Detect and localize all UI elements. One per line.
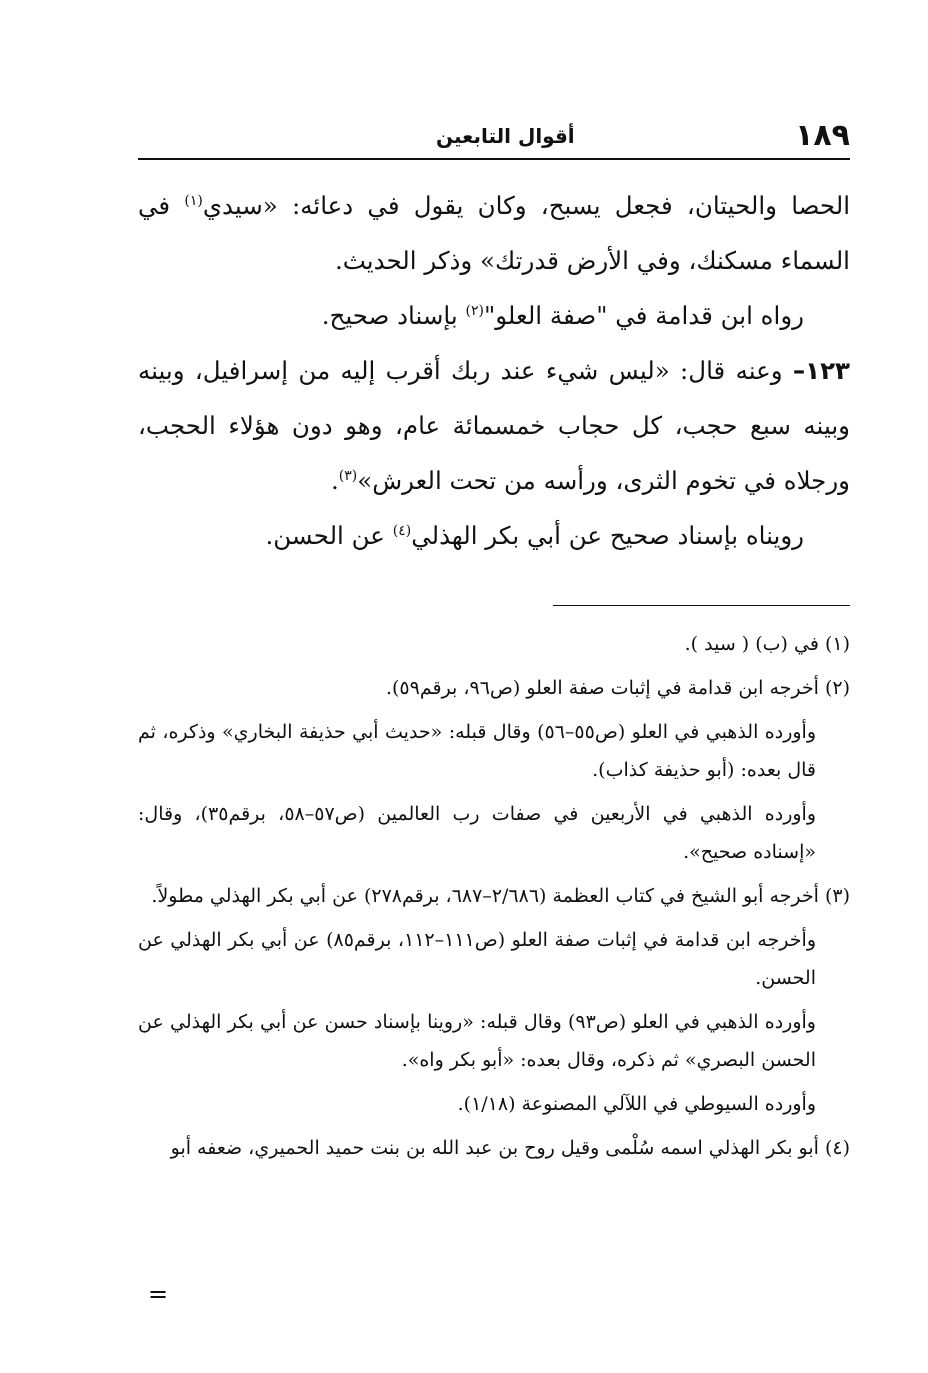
footnote-2-cont-2: وأورده الذهبي في الأربعين في صفات رب العالمين (ص٥٧–٥٨، برقم٣٥)، وقال: «إسناده صحيح».: [138, 803, 817, 863]
footnote-3-cont-1: وأخرجه ابن قدامة في إثبات صفة العلو (ص١١١–١١٢، برقم٨٥) عن أبي بكر الهذلي عن الحسن.: [138, 929, 816, 989]
running-title: أقوال التابعين: [436, 124, 575, 148]
paragraph-4: رويناه بإسناد صحيح عن أبي بكر الهذلي$^{(٤)}$ عن الحسن.: [265, 521, 804, 550]
footnote-3-cont-2: وأورده الذهبي في العلو (ص٩٣) وقال قبله: «روينا بإسناد حسن عن أبي بكر الهذلي عن الحسن البصري» ثم ذكره، وقال بعده: «أبو بكر واه».: [138, 1011, 816, 1071]
footnotes: [138, 625, 850, 1173]
footnote-ref-3[interactable]: (٣): [338, 467, 358, 484]
main-text: [138, 178, 850, 563]
footnote-separator: [553, 605, 850, 606]
footnote-1: (١) في (ب) ( سيد ).: [684, 633, 850, 655]
page-number: ١٨٩: [795, 118, 850, 153]
paragraph-2: رواه ابن قدامة في "صفة العلو"$^{(٢)}$ بإسناد صحيح.: [321, 301, 804, 330]
paragraph-1: الحصا والحيتان، فجعل يسبح، وكان يقول في دعائه: «سيدي$^{(١)}$ في السماء مسكنك، وفي الأرض قدرتك» وذكر الحديث.: [138, 191, 851, 275]
footnote-2: (٢) أخرجه ابن قدامة في إثبات صفة العلو (ص٩٦، برقم٥٩).: [385, 677, 850, 699]
footnote-ref-2[interactable]: (٢): [465, 302, 484, 319]
item-number: ١٢٣–: [792, 356, 850, 385]
paragraph-3: ١٢٣– وعنه قال: «ليس شيء عند ربك أقرب إليه من إسرافيل، وبينه وبينه سبع حجب، كل حجاب خمسمائة عام، وهو دون هؤلاء الحجب، ورجلاه في تخوم الثرى، ورأسه من تحت العرش»$^{(٣)}$.: [138, 356, 850, 495]
continuation-mark: =: [148, 1280, 169, 1308]
footnote-3: (٣) أخرجه أبو الشيخ في كتاب العظمة (٢/٦٨٦–٦٨٧، برقم٢٧٨) عن أبي بكر الهذلي مطولاً.: [151, 885, 850, 907]
footnote-2-cont-1: وأورده الذهبي في العلو (ص٥٥–٥٦) وقال قبله: «حديث أبي حذيفة البخاري» وذكره، ثم قال بعده: (أبو حذيفة كذاب).: [138, 721, 816, 781]
footnote-3-cont-3: وأورده السيوطي في اللآلي المصنوعة (١/١٨).: [457, 1093, 816, 1115]
footnote-ref-1[interactable]: (١): [184, 192, 203, 209]
page-header: [138, 118, 850, 160]
footnote-4: (٤) أبو بكر الهذلي اسمه سُلْمى وقيل روح بن عبد الله بن بنت حميد الحميري، ضعفه أبو: [170, 1137, 850, 1159]
footnote-ref-4[interactable]: (٤): [392, 522, 412, 539]
